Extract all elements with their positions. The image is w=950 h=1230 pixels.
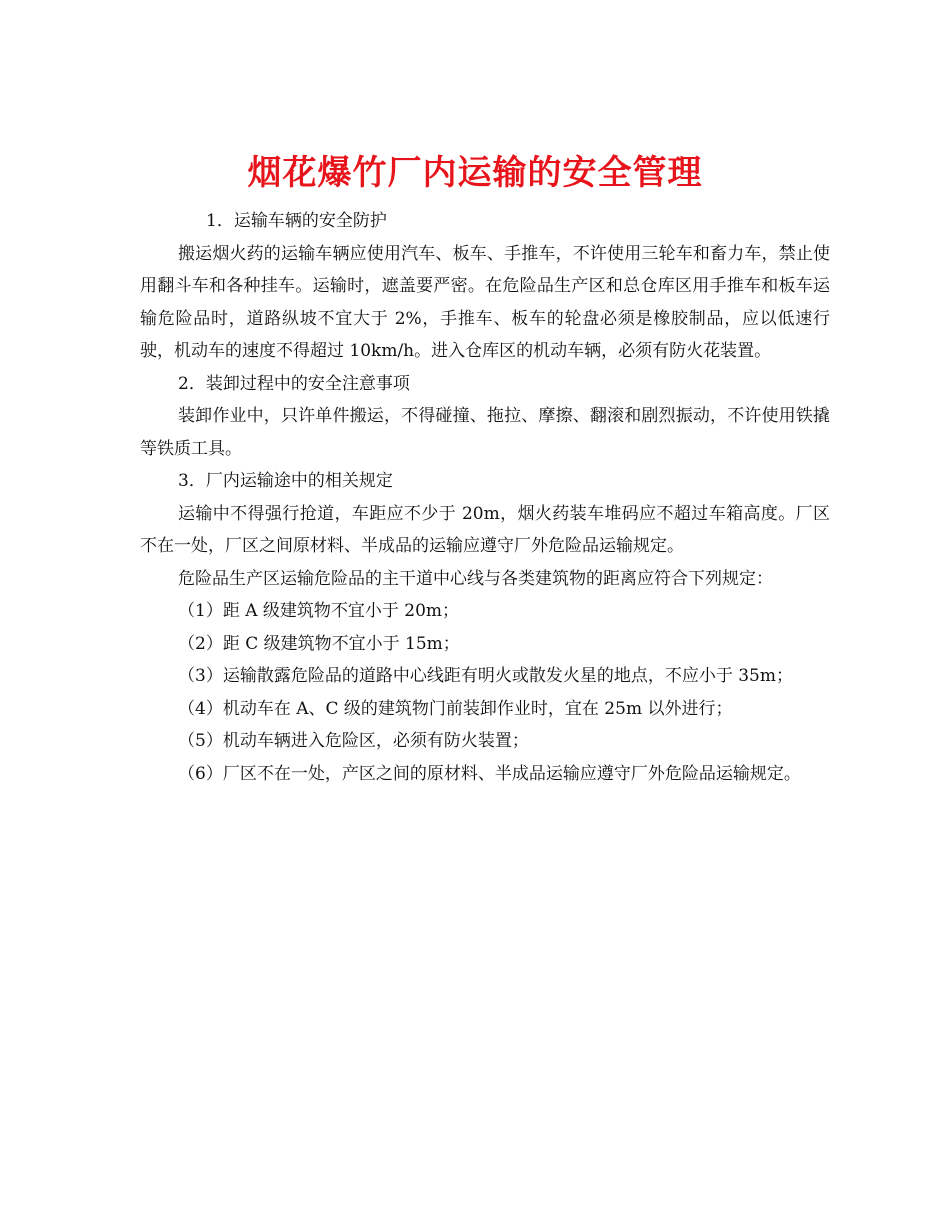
rule-list-item: （1）距 A 级建筑物不宜小于 20m； (178, 601, 460, 621)
section-3-paragraph-2: 危险品生产区运输危险品的主干道中心线与各类建筑物的距离应符合下列规定： (178, 568, 773, 589)
rule-list-item: （3）运输散露危险品的道路中心线距有明火或散发火星的地点，不应小于 35m； (178, 666, 793, 686)
document-body (140, 205, 830, 790)
section-1-paragraph: 搬运烟火药的运输车辆应使用汽车、板车、手推车，不许使用三轮车和畜力车，禁止使用翻斗车和各种挂车。运输时，遮盖要严密。在危险品生产区和总仓库区用手推车和板车运输危险品时，道路纵坡不宜大于 2%，手推车、板车的轮盘必须是橡胶制品，应以低速行驶，机动车的速度不得超过 10km/h。进入仓库区的机动车辆，必须有防火花装置。 (140, 243, 830, 361)
section-2-paragraph: 装卸作业中，只许单件搬运，不得碰撞、拖拉、摩擦、翻滚和剧烈振动，不许使用铁撬等铁质工具。 (140, 406, 830, 459)
section-3-paragraph-1: 运输中不得强行抢道，车距应不少于 20m，烟火药装车堆码应不超过车箱高度。厂区不在一处，厂区之间原材料、半成品的运输应遵守厂外危险品运输规定。 (140, 503, 830, 556)
rule-list-item: （5）机动车辆进入危险区，必须有防火装置； (178, 731, 529, 751)
rule-list-item: （2）距 C 级建筑物不宜小于 15m； (178, 633, 460, 654)
section-2-heading: 2．装卸过程中的安全注意事项 (178, 373, 410, 394)
section-3-heading: 3．厂内运输途中的相关规定 (178, 471, 393, 491)
rule-list-item: （4）机动车在 A、C 级的建筑物门前装卸作业时，宜在 25m 以外进行； (178, 698, 733, 719)
document-title: 烟花爆竹厂内运输的安全管理 (247, 152, 703, 193)
rule-list-item: （6）厂区不在一处，产区之间的原材料、半成品运输应遵守厂外危险品运输规定。 (178, 763, 801, 784)
section-1-heading: 1．运输车辆的安全防护 (206, 211, 387, 231)
